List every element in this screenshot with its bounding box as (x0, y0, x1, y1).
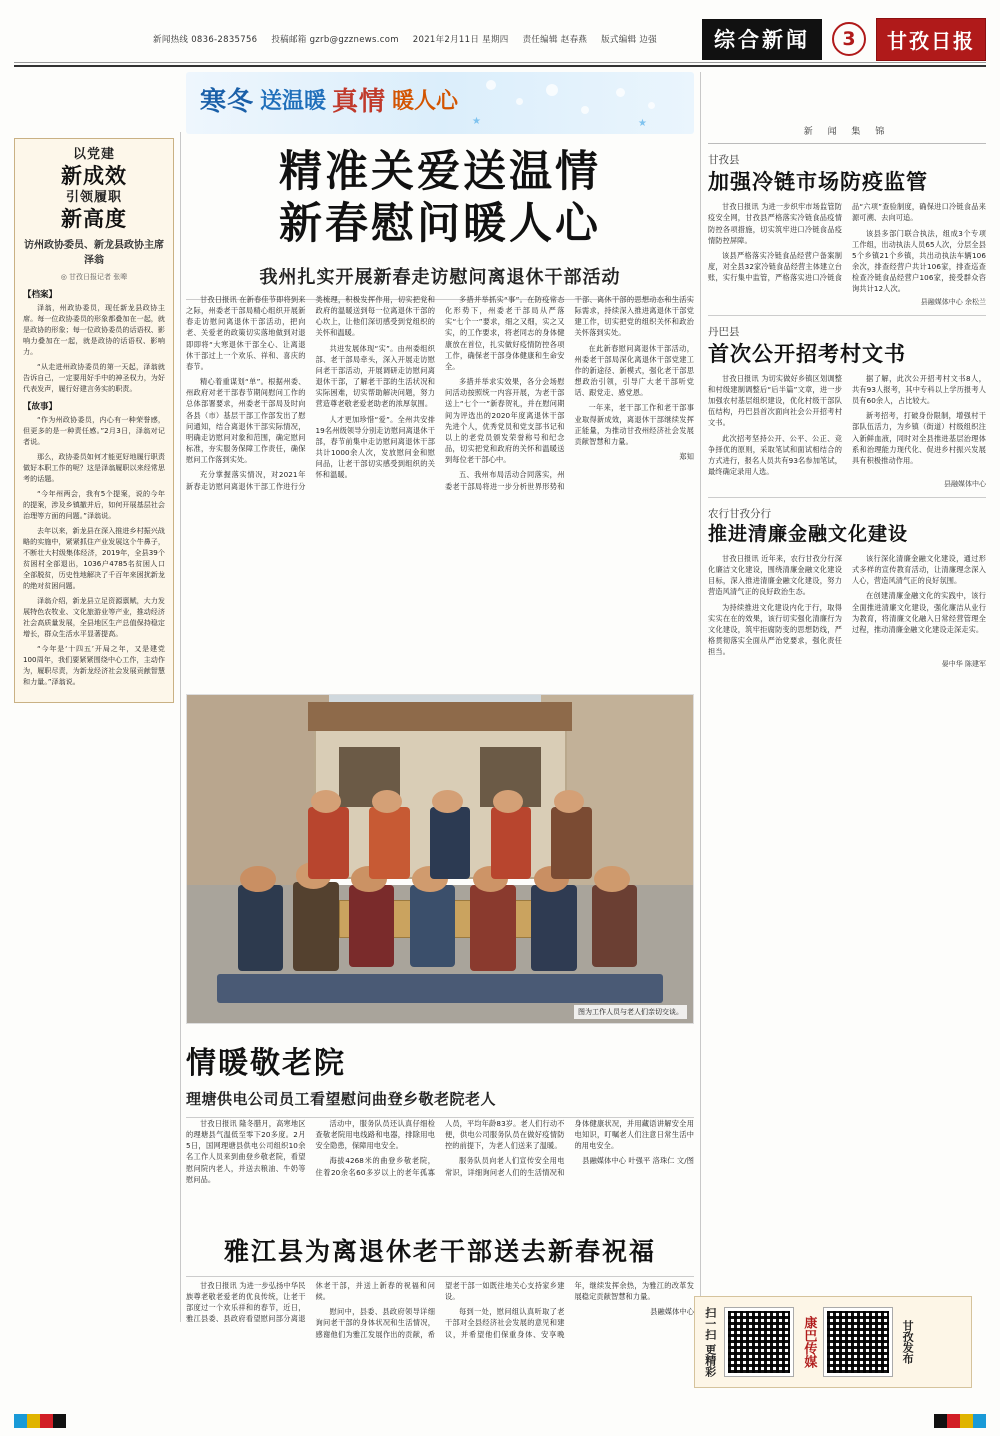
star-icon: ★ (472, 116, 481, 127)
main-headline-line1: 精准关爱送温情 (279, 147, 601, 197)
digest-body (708, 201, 986, 294)
article-photo (186, 694, 694, 1024)
sidebar-title (23, 147, 165, 232)
paragraph: 多措并举求实效果，各分会场慰问活动按照统一内容开展，为老干部送上“七个一”新春贺礼，并在慰问期间为评选出的2020年度离退休干部先进个人，优秀党员和党支部书记和以上的老党员颁发荣誉称号和纪念品，切实把党和政府的关怀和温暖送到每位老干部心中。 (445, 377, 565, 465)
qr-left-label: 扫一扫 更精彩 (703, 1307, 717, 1377)
masthead (0, 18, 1000, 60)
sidebar-title-small-1: 以党建 (72, 147, 115, 162)
main-article-header (186, 146, 694, 300)
digest-kicker: 新 闻 集 锦 (803, 127, 891, 137)
masthead-date: 2021年2月11日 星期四 (412, 35, 509, 45)
main-subheadline: 我州扎实开展新春走访慰问离退休干部活动 (259, 266, 621, 288)
photo-caption: 图为工作人员与老人们亲切交谈。 (574, 1005, 687, 1019)
paragraph: 甘孜日报讯 在新春佳节即将到来之际，州委老干部局精心组织开展新春走访慰问离退休干部活动，把向老、关爱老的政策切实落地做到对退即即将“大寒退休干部全心、让离退休干部过上一个欢乐、祥和、喜庆的春节。 (186, 295, 306, 371)
banner-text-2: 送温暖 (260, 89, 327, 114)
sidebar-feature (14, 138, 174, 1318)
article3-rule (186, 1276, 694, 1277)
paragraph: 泽翁，州政协委员，现任新龙县政协主席。每一位政协委员的形象都叠加在一起，就是政协的形象；每一位政协委员的话语权、影响力叠加在一起，就是政协的话语权、影响力。 (23, 303, 165, 356)
sidebar-title-big-2: 新高度 (61, 206, 127, 231)
paragraph: 每到一处，慰问组认真听取了老干部对全县经济社会发展的意见和建议，并希望他们保重身体、安享晚年，继续发挥余热，为雅江的改革发展稳定贡献智慧和力量。 (445, 1281, 694, 1339)
qr-code-kangba[interactable] (725, 1308, 793, 1376)
column-divider-1 (180, 132, 181, 1322)
paragraph: 甘孜日报讯 隆冬腊月，高寒地区的理塘县气温低至零下20多度。2月5日，国网理塘县供电公司组织10余名工作人员来到曲登乡敬老院，看望慰问院内老人，并送去粮油、牛奶等慰问品。 (186, 1119, 306, 1184)
paragraph: 甘孜日报讯 为切实做好乡镇区划调整和村级建制调整后“后半篇”文章，进一步加强农村基层组织建设，优化村级干部队伍结构，丹巴县首次面向社会公开招考村文书。 (708, 373, 842, 428)
banner-text-1: 寒冬 (200, 87, 255, 117)
digest-title: 加强冷链市场防疫监管 (708, 170, 928, 194)
paragraph: 人才更加珍惜“爱”。全州共安排19名州级领导分别走访慰问离退休干部，春节前集中走访慰问离退休干部共计1000余人次，发放慰问金和慰问品，让老干部切实感受到组织的关怀和温暖。 (315, 414, 435, 480)
paragraph: 新考招考，打破身份限制，增强村干部队伍活力，为乡镇（街道）村级组织注入新鲜血液，同时对全县推进基层治理体系和治理能力现代化、促进乡村振兴发展具有积极推动作用。 (852, 411, 986, 465)
paragraph: 据了解，此次公开招考村文书8人，共有93人报考，其中专科以上学历报考人员有60余人，占比较大。 (852, 373, 986, 406)
paragraph: 甘孜日报讯 近年来，农行甘孜分行深化廉洁文化建设，围绕清廉金融文化建设目标，深入推进清廉金融文化建设，努力营造风清气正的良好政治生态。 (708, 553, 842, 597)
article2-title: 情暖敬老院 (186, 1046, 346, 1081)
registration-marks-left (14, 1414, 66, 1428)
masthead-editor: 责任编辑 赵春燕 (522, 35, 588, 45)
qr-right-label: 甘孜发布 (901, 1320, 915, 1364)
paragraph: “今年是‘十四五’开局之年，又是建党100周年，我们要紧紧围绕中心工作，主动作为，履职尽责，为新龙经济社会发展贡献智慧和力量。”泽翁说。 (23, 643, 165, 686)
masthead-rule-thick (14, 65, 986, 67)
sidebar-byline: ◎ 甘孜日报记者 张嗥 (60, 273, 128, 281)
digest-signature: 晏中华 陈建军 (941, 660, 986, 669)
qr-footer[interactable] (694, 1296, 972, 1388)
paragraph: 泽翁介绍，新龙县立足资源禀赋，大力发展特色农牧业、文化旅游业等产业，推动经济社会高质量发展，全县地区生产总值保持稳定增长，群众生活水平显著提高。 (23, 595, 165, 638)
article2-signature: 县融媒体中心 叶强平 洛珠仁 文/图 (582, 1156, 694, 1166)
paragraph: 五、我州布局活动合同落实，州委老干部局将进一步分析世界形势和干部、离休干部的思想动态和生活实际需求，持续深入推进离退休干部党建工作，切实把党的组织关怀和政治关怀落到实处。 (445, 295, 694, 491)
star-icon: ★ (638, 118, 647, 129)
digest-kicker-rule (708, 143, 986, 144)
content-frame (14, 72, 986, 1390)
paragraph: 该县多部门联合执法，组成3个专项工作组，出动执法人员65人次，分层全县5个乡镇21个乡镇，共出动执法车辆106余次，排查经营户共计106家，排查巡查检查冷链食品经营户106家，接受群众咨询共计12人次。 (852, 228, 986, 294)
digest-county: 甘孜县 (708, 154, 740, 166)
sidebar-subtitle: 访州政协委员、新龙县政协主席泽翁 (24, 240, 164, 266)
main-article-body (186, 294, 694, 684)
paragraph: 海拔4268米的曲登乡敬老院，住着20余名60多岁以上的老年孤寡人员，平均年龄83岁。老人们行动不便，供电公司服务队员在做好疫情防控的前提下，为老人们送来了温暖。 (315, 1119, 565, 1177)
paragraph: “从走进州政协委员的第一天起，泽翁就告诉自己，一定要用好手中的神圣权力，为好代表发声，履行好建言务实的职责。 (23, 361, 165, 393)
article3-body (186, 1280, 694, 1372)
masthead-email: 投稿邮箱 gzrb@gzznews.com (271, 35, 399, 45)
digest-county: 农行甘孜分行 (708, 508, 771, 521)
digest-title: 推进清廉金融文化建设 (708, 523, 909, 546)
masthead-brand (690, 18, 1000, 60)
digest-divider (708, 497, 986, 498)
article2-body (186, 1118, 694, 1218)
main-headline-line2: 新春慰问暖人心 (279, 199, 601, 250)
paragraph: 在创建清廉金融文化的实践中，该行全面推进清廉文化建设，强化廉洁从业行为教育，将清廉文化融入日常经营管理全过程，推动清廉金融文化建设走深走实。 (852, 591, 986, 634)
digest-divider (708, 315, 986, 316)
column-divider-2 (700, 72, 701, 1372)
digest-item (708, 506, 986, 669)
paragraph: 去年以来，新龙县在深入推进乡村振兴战略的实施中，紧紧抓住产业发展这个牛鼻子，不断壮大村级集体经济，2019年，全县39个贫困村全部退出，1036户4785名贫困人口全部脱贫，历史性地解决了千百年来困扰新龙的绝对贫困问题。 (23, 525, 165, 590)
section-name: 综合新闻 (702, 19, 822, 60)
paragraph: 多措并举抓实“事”。在防疫常态化形势下，州委老干部局从严落实“七个一”要求，细之又细，实之又实，的工作要求，将老同志的身体健康放在首位，扎实做好疫情防控各项工作，确保老干部身体健康和生命安全。 (445, 295, 565, 371)
article2-header (186, 1038, 694, 1118)
sidebar-tag-story: 【故事】 (23, 401, 58, 412)
paragraph: 此次招考坚持公开、公平、公正、竞争择优的原则，采取笔试和面试相结合的方式进行，报名人员共有93名参加笔试，最终确定录用人选。 (708, 433, 842, 476)
paragraph: 甘孜日报讯 为进一步织牢市场监管防疫安全网，甘孜县严格落实冷链食品疫情防控各项措施，切实筑牢进口冷链食品疫情防控屏障。 (708, 202, 842, 245)
paragraph: 甘孜日报讯 为进一步弘扬中华民族尊老敬老爱老的优良传统，让老干部度过一个欢乐祥和的春节，近日，雅江县委、县政府看望慰问部分离退休老干部，并送上新春的祝福和问候。 (186, 1281, 435, 1324)
paragraph: 那么，政协委员如何才能更好地履行职责做好本职工作的呢？这是泽翁履职以来经常思考的话题。 (23, 451, 165, 483)
digest-body (708, 373, 986, 477)
article3-header (186, 1232, 694, 1277)
page-number: 3 (832, 22, 866, 56)
masthead-info (0, 33, 690, 45)
paper-logo: 甘孜日报 (876, 18, 986, 61)
qr-center-label: 康巴传媒 (801, 1316, 817, 1368)
digest-title: 首次公开招考村文书 (708, 341, 906, 366)
sidebar-tag-archive: 【档案】 (23, 290, 58, 300)
paragraph: 精心着重谋划“单”。根据州委、州政府对老干部春节期间慰问工作的总体部署要求，州委老干部局及时向各县（市）基层干部工作部发出了慰问通知，结合离退休干部实际情况，明确走访慰问对象和范围，确定慰问标准，夯实服务保障工作责任，确保慰问工作落到实处。 (186, 377, 306, 465)
article3-title: 雅江县为离退休老干部送去新春祝福 (223, 1237, 656, 1266)
digest-signature: 县融媒体中心 (944, 480, 986, 489)
paragraph: 该县严格落实冷链食品经营户备案制度，对全县32家冷链食品经营主体建立台账，实行集中监管，严格落实进口冷链食品“六项”查验制度，确保进口冷链食品来源可溯、去向可追。 (708, 202, 986, 283)
banner-text (200, 81, 458, 118)
masthead-rule (14, 62, 986, 63)
article2-subtitle: 理塘供电公司员工看望慰问曲登乡敬老院老人 (186, 1090, 497, 1108)
seasonal-banner (186, 72, 694, 134)
sidebar-title-small-2: 引领履职 (65, 189, 122, 205)
news-digest-column (708, 124, 986, 669)
paragraph: 服务队员向老人们宣传安全用电常识，详细询问老人们的生活情况和身体健康状况，并用藏语讲解安全用电知识，叮嘱老人们注意日常生活中的用电安全。 (445, 1119, 694, 1177)
registration-marks-right (934, 1414, 986, 1428)
sidebar-box (14, 138, 174, 703)
digest-item (708, 152, 986, 307)
paragraph: 共进发展体现“实”。由州委组织部、老干部局牵头，深入开展走访慰问老干部活动，开展调研走访慰问离退休干部，了解老干部的生活状况和实际困难，切实帮助解决问题，努力营造尊老敬老爱老助老的浓厚氛围。 (315, 343, 435, 409)
paragraph: 在此新春慰问离退休干部活动，州委老干部局深化离退休干部党建工作的新途径、新模式，强化老干部思想政治引领，引导广大老干部听党话、跟党走、感党恩。 (574, 343, 694, 398)
banner-text-4: 暖人心 (392, 89, 459, 114)
digest-body (708, 553, 986, 657)
article3-signature: 县融媒体中心 (650, 1307, 694, 1317)
digest-county: 丹巴县 (708, 325, 740, 338)
masthead-hotline: 新闻热线 0836-2835756 (153, 35, 258, 45)
banner-text-3: 真情 (332, 87, 387, 117)
paragraph: “今年州两会，我有5个提案，说的今年的提案，涉及乡镇撤并后，如何开展基层社会治理等方面的问题。”泽翁说。 (23, 488, 165, 520)
sidebar-title-big-1: 新成效 (61, 164, 127, 189)
digest-signature: 县融媒体中心 余松兰 (920, 297, 986, 306)
paragraph: 充分掌握落实情况，对2021年新春走访慰问离退休干部工作进行分类梳理，积极发挥作用，切实把党和政府的温暖送到每一位离退休干部的心坎上，让他们深切感受到党组织的关怀和温暖。 (186, 295, 435, 491)
paragraph: 慰问中，县委、县政府领导详细询问老干部的身体状况和生活情况，感谢他们为雅江发展作出的贡献，希望老干部一如既往地关心支持家乡建设。 (315, 1281, 565, 1339)
article-signature: 郑知 (679, 452, 694, 462)
masthead-layout-editor: 版式编辑 边强 (601, 35, 657, 45)
qr-code-ganzi[interactable] (824, 1308, 892, 1376)
paragraph: 为持续推进文化建设内化于行，取得实实在在的效果，该行切实强化清廉行为文化建设，筑牢拒腐防变的思想防线，严格贯彻落实全面从严治党要求，强化责任担当。 (708, 602, 842, 657)
paragraph: “作为州政协委员，内心有一种荣誉感，但更多的是一种责任感。”2月3日，泽翁对记者说。 (23, 414, 165, 446)
digest-item (708, 324, 986, 490)
paragraph: 该行深化清廉金融文化建设，通过形式多样的宣传教育活动，让清廉理念深入人心，营造风清气正的良好氛围。 (852, 553, 986, 586)
paragraph: 一年来，老干部工作和老干部事业取得新成效，离退休干部继续发挥正能量，为推动甘孜州经济社会发展贡献智慧和力量。 (574, 403, 694, 446)
paragraph: 活动中，服务队员还认真仔细检查敬老院用电线路和电器，排除用电安全隐患，保障用电安全。 (315, 1119, 435, 1151)
